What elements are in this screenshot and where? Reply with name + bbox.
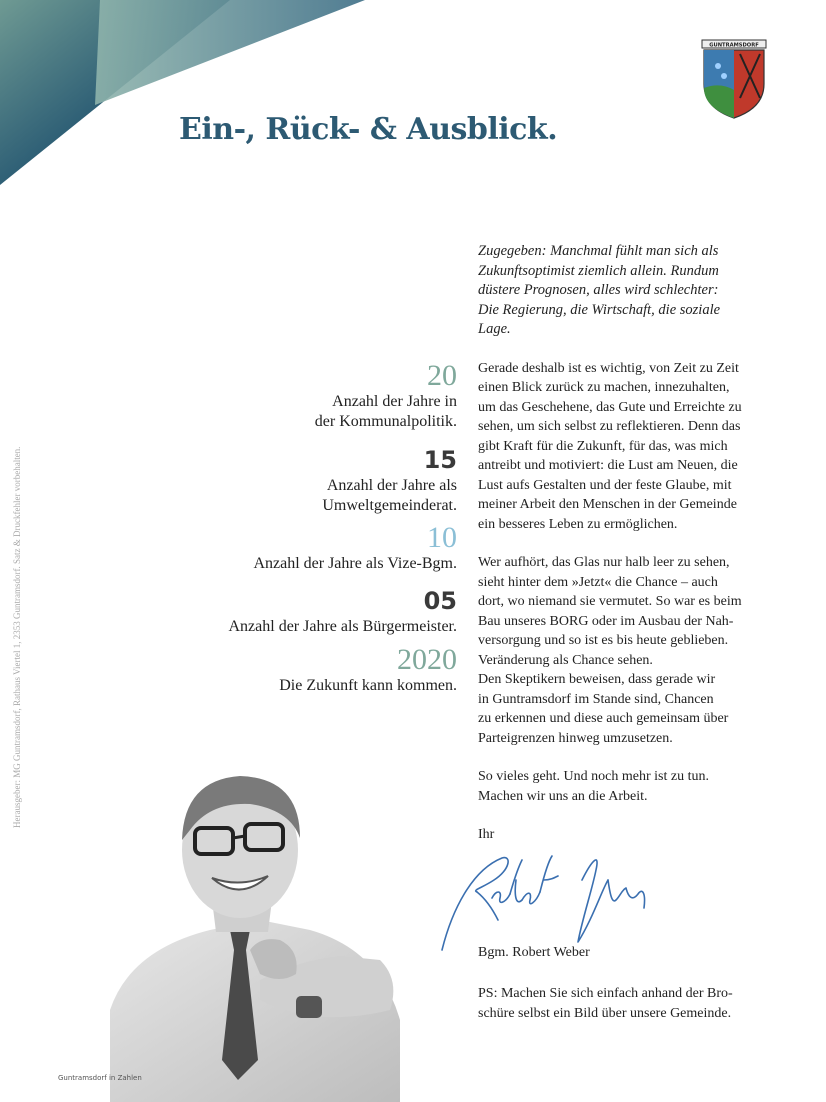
stat-label: Anzahl der Jahre als Vize-Bgm. [253,555,457,572]
stat-15 [180,446,457,516]
postscript: PS: Machen Sie sich einfach anhand der Bro- schüre selbst ein Bild über unsere Gemeinde. [478,986,733,1021]
body-paragraph: Gerade deshalb ist es wichtig, von Zeit zu Zeit einen Blick zurück zu machen, innezuhalten, um das Geschehene, das Gute und Erreichte zu sehen, um sich selbst zu reflektieren. Denn das gibt Kraft für die Zukunft, für das, was mich antreibt und motiviert: die Lust am Neuen, die Lust aufs Gestalten und der feste Glaube, mit meiner Arbeit den Menschen in der Gemeinde ein besseres Leben zu ermöglichen. [478,360,742,532]
stat-number: 05 [423,587,457,615]
intro-paragraph: Zugegeben: Manchmal fühlt man sich als Zukunftsoptimist ziemlich allein. Rundum düstere Prognosen, alles wird schlechter: Die Regierung, die Wirtschaft, die soziale Lage. [478,243,721,337]
corner-decoration [0,0,400,190]
municipal-crest-icon [700,38,768,122]
stat-number: 2020 [397,643,457,676]
stat-label: Die Zukunft kann kommen. [279,677,457,694]
stat-2020 [180,643,457,696]
page-title: Ein-, Rück- & Ausblick. [179,112,558,147]
body-paragraph: Wer aufhört, das Glas nur halb leer zu sehen, sieht hinter dem »Jetzt« die Chance – auch dort, wo niemand sie vermutet. So war es beim Bau unseres BORG oder im Ausbau der Nah- versorgung und so ist es bis heute geblieben. Veränderung als Chance sehen. Den Skeptikern beweisen, dass gerade wir in Guntramsdorf im Stande sind, Chancen zu erkennen und diese auch gemeinsam über Parteigrenzen hinweg umzusetzen. [478,555,742,746]
editorial-text [478,242,768,864]
stat-number: 20 [427,359,457,392]
signature-name: Bgm. Robert Weber [478,945,590,960]
stat-05 [180,587,457,637]
mayor-portrait [100,760,410,1102]
stat-number: 10 [427,521,457,554]
publisher-note: Herausgeber: MG Guntramsdorf, Rathaus Viertel 1, 2353 Guntramsdorf. Satz & Druckfehler vorbehalten. [12,446,22,828]
closing: Ihr [478,827,495,842]
footer-label: Guntramsdorf in Zahlen [58,1074,142,1082]
stat-label: Anzahl der Jahre als Umweltgemeinderat. [322,477,457,514]
body-paragraph: So vieles geht. Und noch mehr ist zu tun. Machen wir uns an die Arbeit. [478,769,709,804]
stat-label: Anzahl der Jahre in der Kommunalpolitik. [314,393,457,430]
stat-10 [180,521,457,574]
stat-number: 15 [423,446,457,474]
stat-20 [180,359,457,432]
svg-text:GUNTRAMSDORF: GUNTRAMSDORF [709,42,759,49]
stat-label: Anzahl der Jahre als Bürgermeister. [228,618,457,635]
